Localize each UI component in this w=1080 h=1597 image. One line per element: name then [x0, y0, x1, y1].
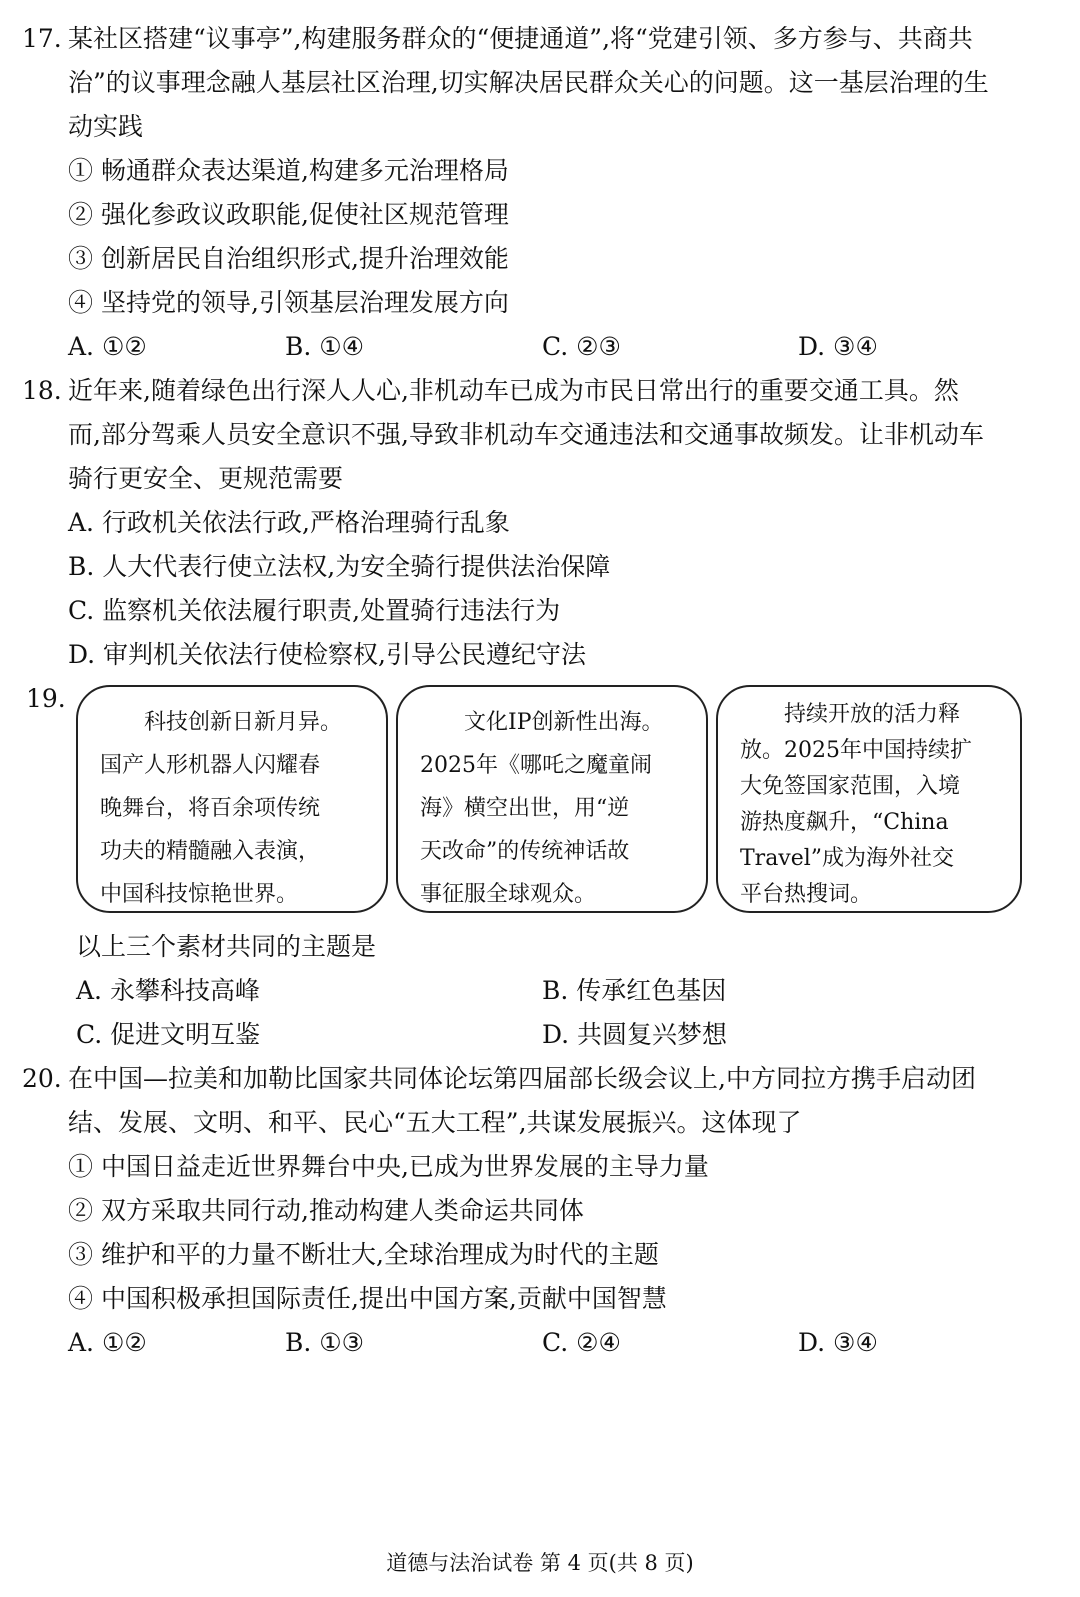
option-b: B. ①③: [285, 1328, 365, 1357]
option-b: B. 人大代表行使立法权,为安全骑行提供法治保障: [68, 552, 611, 581]
material-line: 中国科技惊艳世界。: [100, 882, 299, 907]
statement: ④ 中国积极承担国际责任,提出中国方案,贡献中国智慧: [68, 1284, 667, 1313]
material-line: 2025年《哪吒之魔童闹: [420, 753, 652, 778]
question-number: 18.: [22, 376, 62, 405]
statement: ① 中国日益走近世界舞台中央,已成为世界发展的主导力量: [68, 1152, 709, 1181]
material-line: 大免签国家范围，入境: [740, 774, 961, 799]
material-line: 平台热搜词。: [740, 882, 873, 907]
option-a: A. ①②: [68, 1328, 147, 1357]
option-b: B. 传承红色基因: [542, 976, 727, 1005]
material-line: 持续开放的活力释: [784, 702, 961, 727]
material-line: 事征服全球观众。: [420, 882, 597, 907]
question-stem-line: 在中国—拉美和加勒比国家共同体论坛第四届部长级会议上,中方同拉方携手启动团: [68, 1064, 976, 1093]
question-stem-line: 而,部分驾乘人员安全意识不强,导致非机动车交通违法和交通事故频发。让非机动车: [68, 420, 984, 449]
option-c: C. ②③: [542, 332, 621, 361]
statement: ② 双方采取共同行动,推动构建人类命运共同体: [68, 1196, 584, 1225]
question-number: 20.: [22, 1064, 62, 1093]
option-d: D. 共圆复兴梦想: [542, 1020, 728, 1049]
option-d: D. ③④: [798, 1328, 878, 1357]
option-a: A. 行政机关依法行政,严格治理骑行乱象: [68, 508, 510, 537]
question-stem-line: 结、发展、文明、和平、民心“五大工程”,共谋发展振兴。这体现了: [68, 1108, 802, 1137]
material-line: 放。2025年中国持续扩: [740, 738, 972, 763]
question-stem-line: 近年来,随着绿色出行深人人心,非机动车已成为市民日常出行的重要交通工具。然: [68, 376, 959, 405]
material-line: 海》横空出世，用“逆: [420, 796, 630, 821]
material-line: 国产人形机器人闪耀春: [100, 753, 321, 778]
question-number: 19.: [26, 684, 66, 713]
question-stem-line: 治”的议事理念融人基层社区治理,切实解决居民群众关心的问题。这一基层治理的生: [68, 68, 989, 97]
question-stem-line: 动实践: [68, 112, 144, 141]
material-line: 文化IP创新性出海。: [464, 710, 664, 735]
material-line: Travel”成为海外社交: [740, 846, 955, 871]
material-line: 科技创新日新月异。: [144, 710, 343, 735]
statement: ① 畅通群众表达渠道,构建多元治理格局: [68, 156, 509, 185]
option-c: C. 促进文明互鉴: [76, 1020, 261, 1049]
question-stem-line: 某社区搭建“议事亭”,构建服务群众的“便捷通道”,将“党建引领、多方参与、共商共: [68, 24, 973, 53]
question-number: 17.: [22, 24, 62, 53]
option-a: A. ①②: [68, 332, 147, 361]
option-d: D. 审判机关依法行使检察权,引导公民遵纪守法: [68, 640, 586, 669]
option-d: D. ③④: [798, 332, 878, 361]
material-line: 游热度飙升，“China: [740, 810, 949, 835]
statement: ④ 坚持党的领导,引领基层治理发展方向: [68, 288, 509, 317]
material-line: 功夫的精髓融入表演，: [100, 839, 321, 864]
question-stem-line: 以上三个素材共同的主题是: [76, 932, 377, 961]
material-box-openness: [716, 685, 1022, 913]
material-line: 晚舞台，将百余项传统: [100, 796, 321, 821]
statement: ② 强化参政议政职能,促使社区规范管理: [68, 200, 509, 229]
statement: ③ 维护和平的力量不断壮大,全球治理成为时代的主题: [68, 1240, 659, 1269]
question-stem-line: 骑行更安全、更规范需要: [68, 464, 344, 493]
option-c: C. 监察机关依法履行职责,处置骑行违法行为: [68, 596, 561, 625]
option-a: A. 永攀科技高峰: [76, 976, 260, 1005]
statement: ③ 创新居民自治组织形式,提升治理效能: [68, 244, 509, 273]
option-c: C. ②④: [542, 1328, 621, 1357]
material-line: 天改命”的传统神话故: [420, 839, 630, 864]
page-footer: 道德与法治试卷 第 4 页(共 8 页): [386, 1551, 694, 1575]
option-b: B. ①④: [285, 332, 365, 361]
material-box-culture: [396, 685, 708, 913]
material-box-tech: [76, 685, 388, 913]
